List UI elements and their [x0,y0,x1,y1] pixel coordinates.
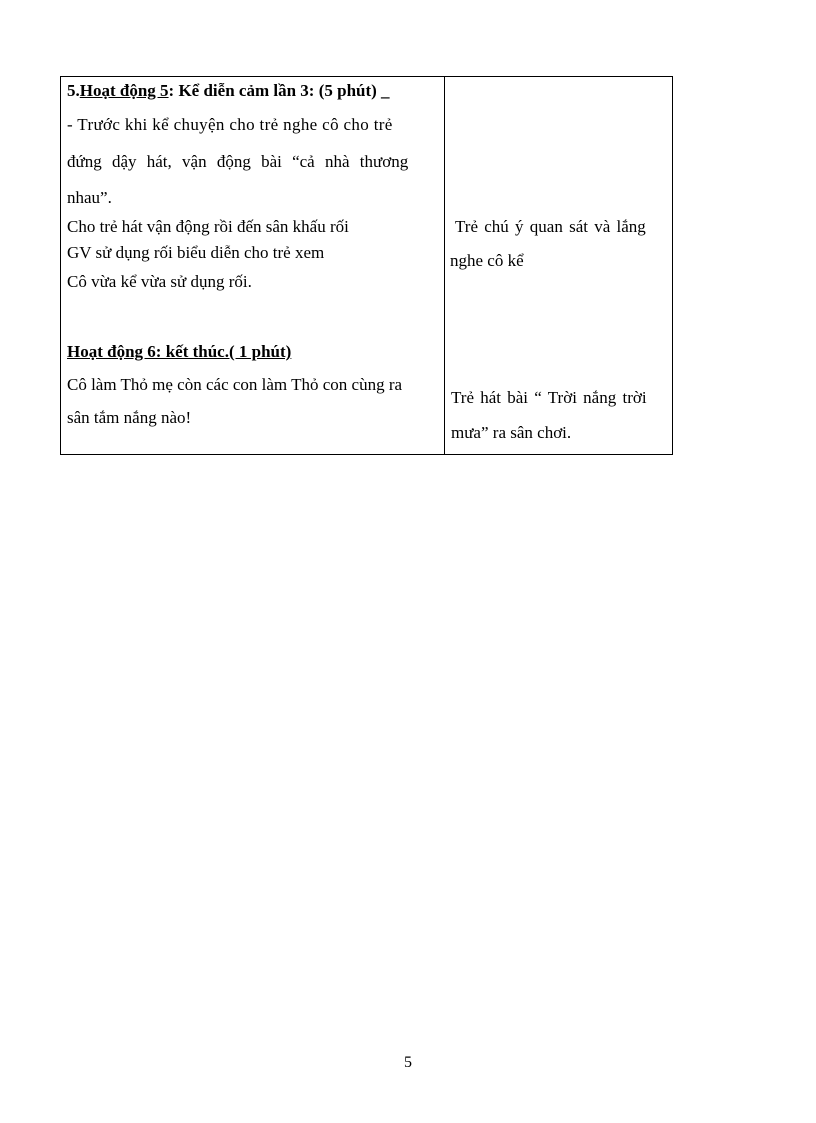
activity5-number: 5. [67,81,80,100]
activity5-intro-line2: đứng dậy hát, vận động bài “cả nhà thương [67,152,409,171]
activity5-label: Hoạt động 5 [79,81,169,100]
activity6-teacher-line1: Cô làm Thỏ mẹ còn các con làm Thỏ con cùng ra [67,375,403,394]
activity6-teacher-line2: sân tắm nắng nào! [67,408,192,427]
activity5-child-response-line2: nghe cô kể [450,251,524,270]
activity5-trailing: _ [376,81,390,100]
activity5-intro-line3: nhau”. [67,188,112,207]
activity6-child-response-line1: Trẻ hát bài “ Trời nắng trời [451,388,647,407]
activity5-step3: Cô vừa kể vừa sử dụng rối. [67,272,252,291]
activity5-child-response-line1: Trẻ chú ý quan sát và lắng [455,217,646,236]
child-activities-column [445,77,672,454]
activity6-child-response-line2: mưa” ra sân chơi. [451,423,572,442]
activity6-heading: Hoạt động 6: kết thúc.( 1 phút) [67,342,292,361]
activity5-intro-line1: - Trước khi kể chuyện cho trẻ nghe cô cho trẻ [67,115,393,134]
teacher-activities-column [61,77,445,454]
activity5-step2: GV sử dụng rối biểu diễn cho trẻ xem [67,243,325,262]
activity5-step1: Cho trẻ hát vận động rồi đến sân khấu rối [67,217,349,236]
lesson-plan-table [60,76,673,455]
activity5-title: : Kể diễn cảm lần 3: (5 phút) [168,81,377,100]
page-number: 5 [404,1054,412,1071]
activity5-heading [67,81,390,101]
